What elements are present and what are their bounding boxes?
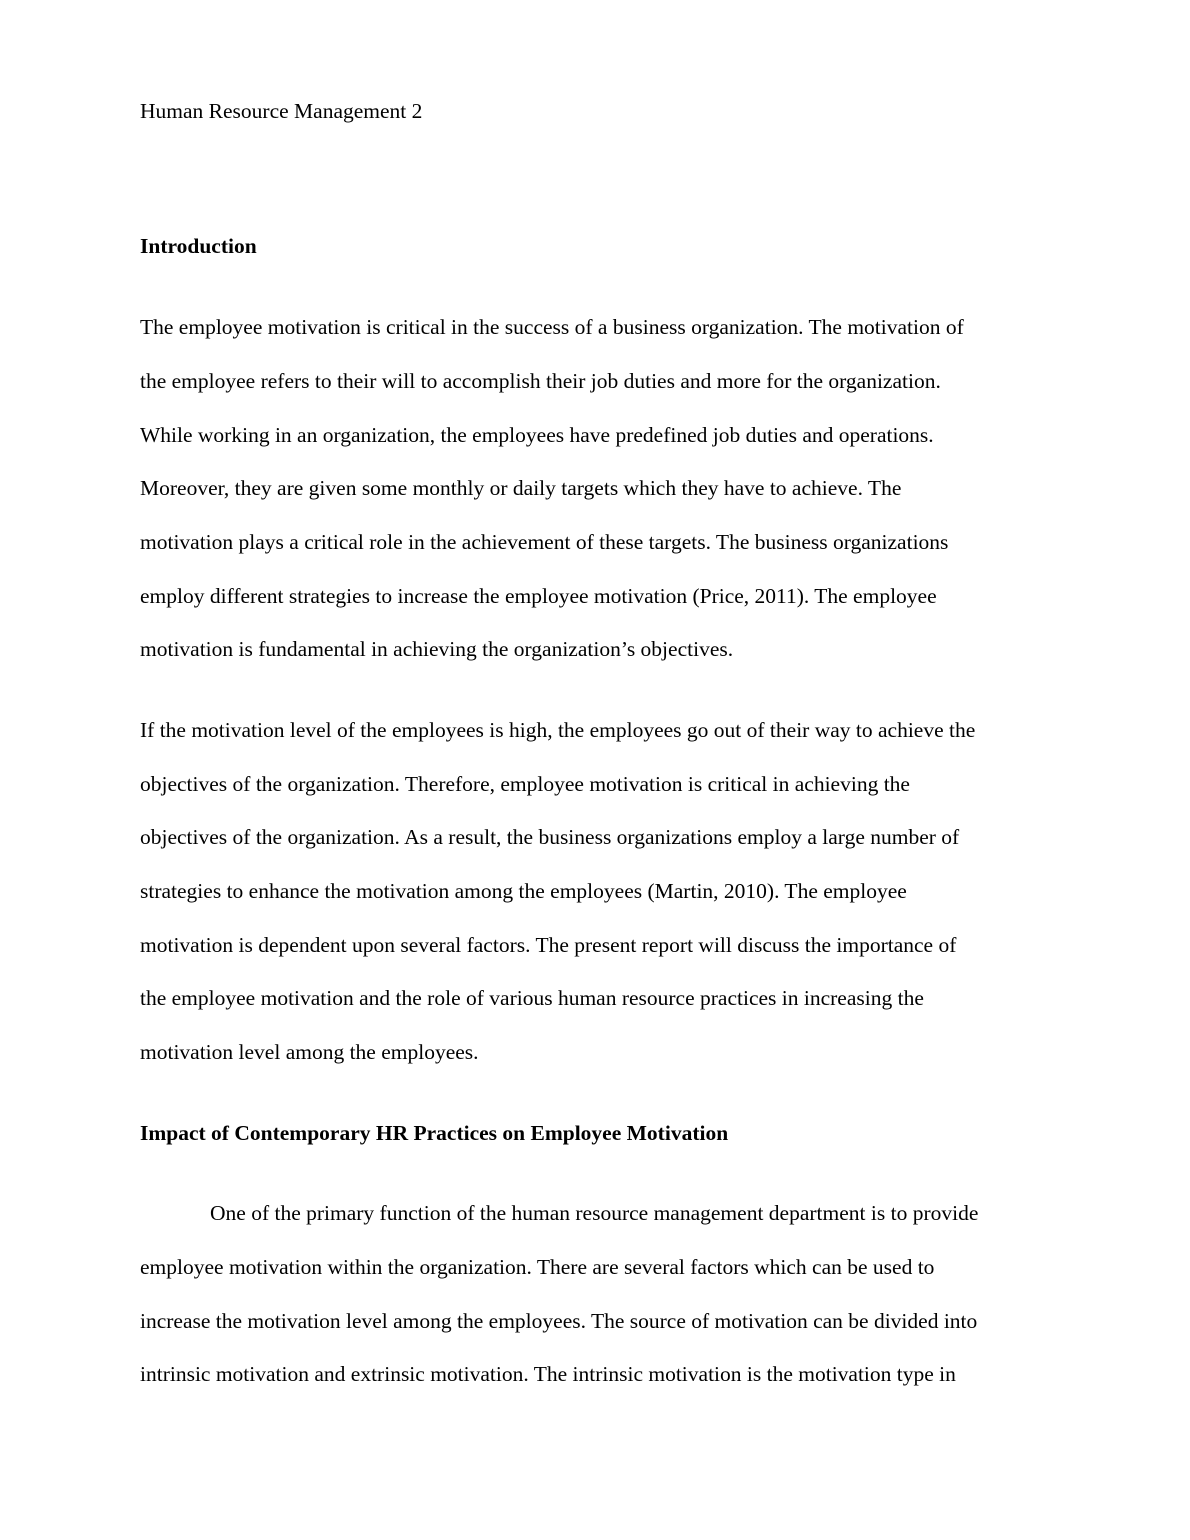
section-heading-introduction: Introduction: [140, 234, 257, 258]
paragraph-line: motivation is fundamental in achieving the organization’s objectives.: [140, 637, 734, 661]
paragraph-line: Moreover, they are given some monthly or daily targets which they have to achieve. The: [140, 476, 902, 500]
paragraph-line: While working in an organization, the employees have predefined job duties and operations.: [140, 423, 934, 447]
paragraph-line: objectives of the organization. As a result, the business organizations employ a large number of: [140, 825, 960, 849]
paragraph-line: employee motivation within the organization. There are several factors which can be used to: [140, 1255, 935, 1279]
paragraph-line: motivation is dependent upon several factors. The present report will discuss the importance of: [140, 933, 957, 957]
paragraph-line: motivation plays a critical role in the achievement of these targets. The business organizations: [140, 530, 949, 554]
paragraph-line: objectives of the organization. Therefore, employee motivation is critical in achieving the: [140, 772, 910, 796]
section-heading-impact: Impact of Contemporary HR Practices on Employee Motivation: [140, 1121, 729, 1145]
paragraph-line: employ different strategies to increase the employee motivation (Price, 2011). The employee: [140, 584, 937, 608]
running-head: Human Resource Management 2: [140, 99, 423, 123]
paragraph-line: strategies to enhance the motivation among the employees (Martin, 2010). The employee: [140, 879, 907, 903]
paragraph-line: motivation level among the employees.: [140, 1040, 479, 1064]
paragraph-line: If the motivation level of the employees is high, the employees go out of their way to achieve the: [140, 718, 976, 742]
paragraph-line: One of the primary function of the human resource management department is to provide: [210, 1201, 979, 1225]
paragraph-line: intrinsic motivation and extrinsic motivation. The intrinsic motivation is the motivation type in: [140, 1362, 956, 1386]
paragraph-line: increase the motivation level among the employees. The source of motivation can be divided into: [140, 1309, 978, 1333]
paragraph-line: the employee motivation and the role of various human resource practices in increasing the: [140, 986, 924, 1010]
paragraph-line: The employee motivation is critical in the success of a business organization. The motivation of: [140, 315, 964, 339]
paragraph-line: the employee refers to their will to accomplish their job duties and more for the organization.: [140, 369, 941, 393]
